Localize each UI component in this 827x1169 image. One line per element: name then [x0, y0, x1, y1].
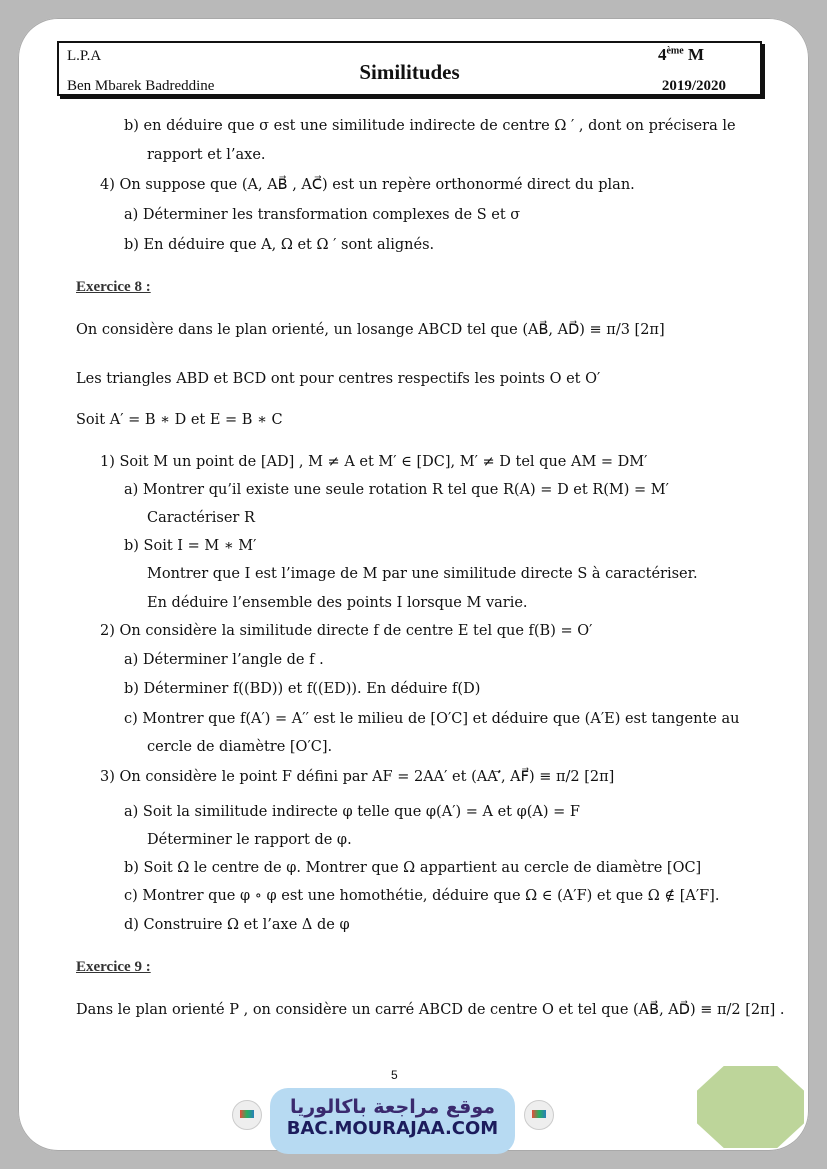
document-title: Similitudes: [359, 60, 460, 84]
text-line: cercle de diamètre [O′C].: [147, 739, 333, 755]
text-line: Déterminer le rapport de φ.: [147, 832, 352, 848]
text-line: Dans le plan orienté P , on considère un carré ABCD de centre O et tel que (AB⃗, AD⃗) ≡ π/2 [2π] .: [76, 1002, 785, 1018]
text-line: b) Déterminer f((BD)) et f((ED)). En déduire f(D): [124, 681, 481, 697]
class-level-sup: ème: [666, 45, 684, 57]
text-line: a) Soit la similitude indirecte φ telle que φ(A′) = A et φ(A) = F: [124, 804, 580, 820]
school-name: L.P.A: [67, 48, 102, 64]
bacmath-logo: [697, 1066, 804, 1148]
document-header: [57, 41, 762, 96]
text-line: b) en déduire que σ est une similitude indirecte de centre Ω ′ , dont on précisera le: [124, 118, 736, 134]
text-line: a) Déterminer les transformation complexes de S et σ: [124, 207, 521, 223]
exercise-title: Exercice 9 :: [76, 959, 151, 975]
text-line: 3) On considère le point F défini par AF = 2AA′ et (AA′⃗, AF⃗) ≡ π/2 [2π]: [100, 769, 615, 785]
text-line: Les triangles ABD et BCD ont pour centres respectifs les points O et O′: [76, 371, 601, 387]
text-line: b) Soit I = M ∗ M′: [124, 538, 257, 554]
page-number: 5: [391, 1068, 398, 1082]
class-level-suffix: M: [683, 45, 704, 64]
text-line: b) Soit Ω le centre de φ. Montrer que Ω appartient au cercle de diamètre [OC]: [124, 860, 702, 876]
site-badge-icon: [232, 1100, 262, 1130]
text-line: 2) On considère la similitude directe f de centre E tel que f(B) = O′: [100, 623, 593, 639]
text-line: Montrer que I est l’image de M par une similitude directe S à caractériser.: [147, 566, 698, 582]
text-line: En déduire l’ensemble des points I lorsque M varie.: [147, 595, 528, 611]
site-name-arabic: موقع مراجعة باكالوريا: [289, 1096, 496, 1118]
text-line: On considère dans le plan orienté, un losange ABCD tel que (AB⃗, AD⃗) ≡ π/3 [2π]: [76, 322, 665, 338]
text-line: d) Construire Ω et l’axe Δ de φ: [124, 917, 350, 933]
site-url: BAC.MOURAJAA.COM: [286, 1118, 499, 1139]
site-banner[interactable]: [270, 1088, 515, 1154]
text-line: a) Déterminer l’angle de f .: [124, 652, 324, 668]
site-badge-icon: [524, 1100, 554, 1130]
exercise-title: Exercice 8 :: [76, 279, 151, 295]
class-level-number: 4: [657, 45, 667, 64]
text-line: 4) On suppose que (A, AB⃗ , AC⃗) est un repère orthonormé direct du plan.: [100, 177, 635, 193]
class-level: [658, 45, 704, 65]
text-line: rapport et l’axe.: [147, 147, 266, 163]
text-line: b) En déduire que A, Ω et Ω ′ sont alignés.: [124, 237, 435, 253]
teacher-name: Ben Mbarek Badreddine: [67, 78, 215, 94]
text-line: c) Montrer que φ ∘ φ est une homothétie, déduire que Ω ∈ (A′F) et que Ω ∉ [A′F].: [124, 888, 720, 904]
text-line: a) Montrer qu’il existe une seule rotation R tel que R(A) = D et R(M) = M′: [124, 482, 669, 498]
school-year: 2019/2020: [661, 78, 726, 94]
text-line: Soit A′ = B ∗ D et E = B ∗ C: [76, 412, 283, 428]
text-line: 1) Soit M un point de [AD] , M ≠ A et M′ ∈ [DC], M′ ≠ D tel que AM = DM′: [100, 454, 648, 470]
text-line: c) Montrer que f(A′) = A′′ est le milieu de [O′C] et déduire que (A′E) est tangente au: [124, 711, 740, 727]
text-line: Caractériser R: [147, 510, 255, 526]
